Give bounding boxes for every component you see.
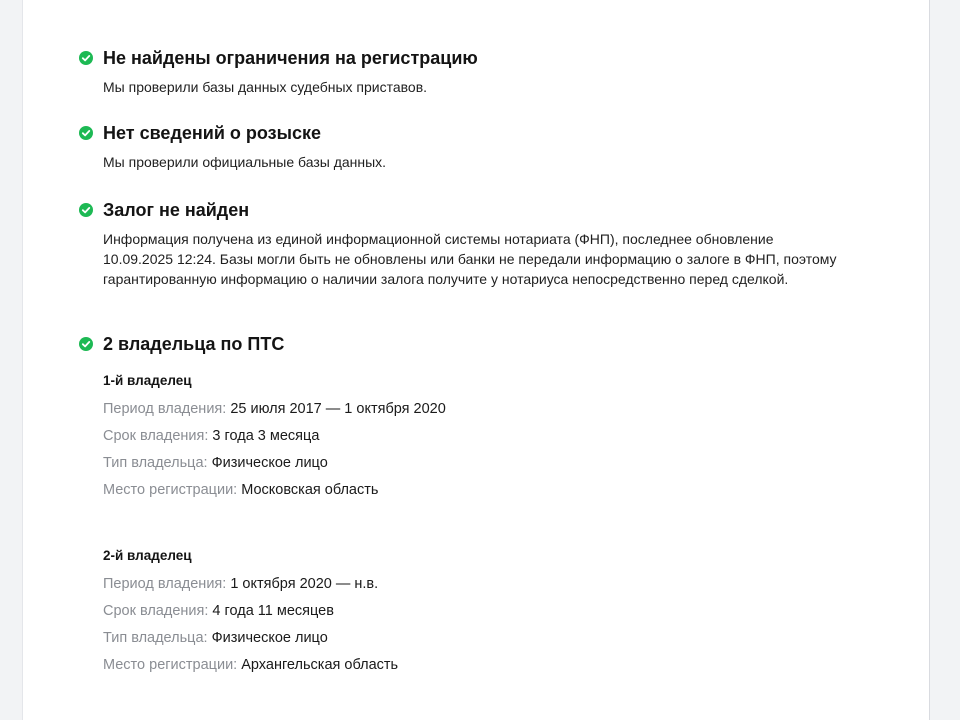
owner-duration-value: 3 года 3 месяца — [212, 428, 320, 444]
owner-region-row — [103, 477, 803, 504]
check-circle-icon — [79, 126, 93, 140]
owner-region-label: Место регистрации: — [103, 657, 238, 673]
owner-1 — [103, 372, 803, 504]
owner-region-value: Московская область — [241, 482, 379, 498]
owner-period-row — [103, 571, 803, 598]
check-owners — [79, 332, 859, 356]
owner-duration-row — [103, 598, 803, 625]
owner-duration-label: Срок владения: — [103, 603, 209, 619]
owner-duration-label: Срок владения: — [103, 428, 209, 444]
owner-title: 2-й владелец — [103, 548, 192, 563]
owner-region-label: Место регистрации: — [103, 482, 238, 498]
check-circle-icon — [79, 203, 93, 217]
section-header — [79, 332, 859, 356]
owner-period-row — [103, 396, 803, 423]
section-title: Не найдены ограничения на регистрацию — [103, 48, 478, 68]
section-header — [79, 121, 859, 145]
owner-2 — [103, 547, 803, 679]
owner-type-row — [103, 625, 803, 652]
section-header — [79, 198, 859, 222]
owner-duration-value: 4 года 11 месяцев — [212, 603, 334, 619]
section-header — [79, 46, 859, 70]
owner-type-label: Тип владельца: — [103, 630, 208, 646]
check-circle-icon — [79, 51, 93, 65]
section-title: 2 владельца по ПТС — [103, 334, 285, 354]
owner-period-value: 25 июля 2017 — 1 октября 2020 — [230, 401, 446, 417]
section-title: Залог не найден — [103, 200, 250, 220]
owner-type-value: Физическое лицо — [211, 630, 328, 646]
section-title: Нет сведений о розыске — [103, 123, 321, 143]
report-card — [22, 0, 930, 720]
owner-title: 1-й владелец — [103, 373, 192, 388]
owner-type-label: Тип владельца: — [103, 455, 208, 471]
section-description: Мы проверили официальные базы данных. — [103, 154, 387, 170]
section-description: Информация получена из единой информационной системы нотариата (ФНП), последнее обновление 10.09.2025 12:24. Базы могли быть не обновлены или банки не передали информацию о залоге в ФНП, поэтому гарантированную информацию о наличии залога получите у нотариуса непосредственно перед сделкой. — [103, 231, 837, 287]
owner-region-value: Архангельская область — [241, 657, 399, 673]
owner-region-row — [103, 652, 803, 679]
section-description: Мы проверили базы данных судебных приставов. — [103, 79, 428, 95]
owner-period-value: 1 октября 2020 — н.в. — [230, 576, 379, 592]
check-circle-icon — [79, 337, 93, 351]
owner-period-label: Период владения: — [103, 401, 227, 417]
owner-type-row — [103, 450, 803, 477]
owner-period-label: Период владения: — [103, 576, 227, 592]
owner-duration-row — [103, 423, 803, 450]
check-wanted — [79, 121, 859, 172]
check-pledge — [79, 198, 859, 289]
owner-type-value: Физическое лицо — [211, 455, 328, 471]
check-registration-restrictions — [79, 46, 859, 97]
